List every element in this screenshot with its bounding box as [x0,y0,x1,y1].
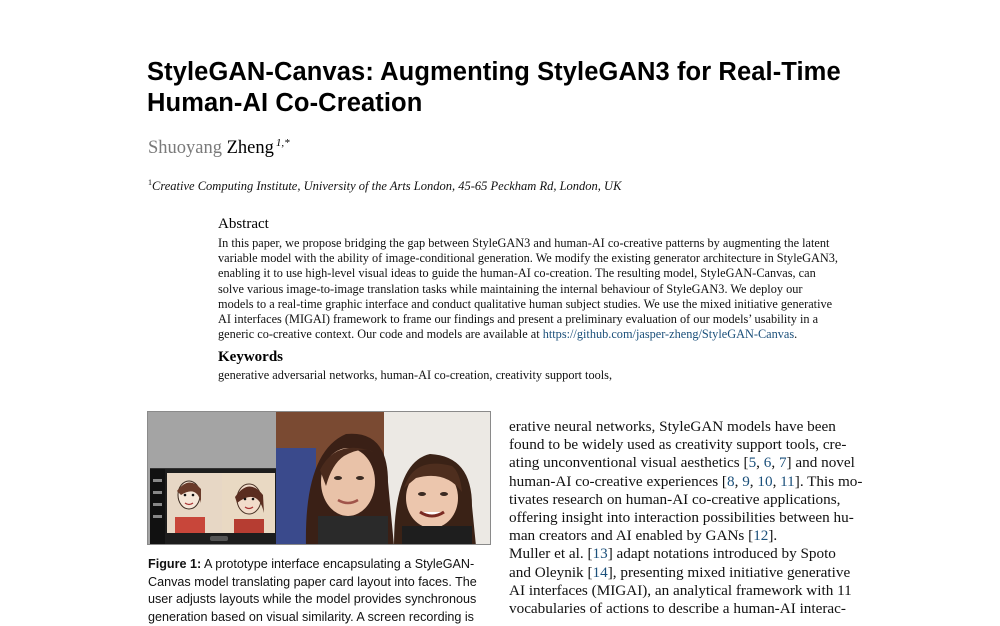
body-line: found to be widely used as creativity support tools, cre- [509,436,859,454]
body-line: AI interfaces (MIGAI), an analytical framework with 11 [509,582,859,600]
citation-link[interactable]: 14 [593,564,608,581]
abstract-last-text: generic co-creative context. Our code and models are available at [218,327,543,341]
author-last-name: Zheng [227,138,274,158]
affiliation-superscript: 1 [148,178,152,187]
body-text-fragment: and Oleynik [ [509,564,593,581]
affiliation [148,178,621,194]
figure-app-window [150,468,276,545]
body-text-fragment: ] adapt notations introduced by Spoto [608,545,836,562]
abstract-line-last [218,327,858,342]
keywords-text: generative adversarial networks, human-AI co-creation, creativity support tools, [218,368,612,383]
citation-link[interactable]: 7 [779,454,787,471]
citation-link[interactable]: 9 [742,473,750,490]
author-first-name: Shuoyang [148,138,222,158]
caption-line [148,556,493,574]
body-text-fragment: human-AI co-creative experiences [ [509,473,727,490]
body-text-fragment: , [771,454,779,471]
figure-label: Figure 1: [148,557,201,571]
abstract-line: enabling it to use high-level visual ideas to guide the human-AI co-creation. The resulting model, StyleGAN-Canvas, can [218,266,858,281]
body-line [509,454,859,472]
abstract-line: In this paper, we propose bridging the gap between StyleGAN3 and human-AI co-creative patterns by augmenting the latent [218,236,858,251]
body-text-fragment: ], presenting mixed initiative generative [608,564,851,581]
figure-app-toolbar [150,469,165,545]
citation-link[interactable]: 11 [780,473,795,490]
caption-line: user adjusts layouts while the model provides synchronous [148,591,493,609]
toolbar-tool [153,515,162,518]
paper-card-face [167,473,222,533]
body-line: tivates research on human-AI co-creative applications, [509,491,859,509]
body-line: vocabularies of actions to describe a human-AI interac- [509,600,859,618]
generated-face [222,473,275,533]
citation-link[interactable]: 13 [593,545,608,562]
citation-link[interactable]: 6 [764,454,772,471]
paper-title [147,57,867,119]
figure-caption [148,556,493,626]
figure-image [147,411,491,545]
body-text-fragment: , [735,473,743,490]
body-text-fragment: ]. This mo- [795,473,863,490]
body-text-fragment: ating unconventional visual aesthetics [ [509,454,749,471]
author-name [148,137,290,159]
title-line: Human-AI Co-Creation [147,88,867,119]
figure-generated-output [222,473,275,533]
github-link[interactable]: https://github.com/jasper-zheng/StyleGAN-Canvas [543,327,794,341]
body-line: offering insight into interaction possibilities between hu- [509,509,859,527]
body-text-fragment: man creators and AI enabled by GANs [ [509,527,753,544]
citation-link[interactable]: 12 [753,527,768,544]
abstract-line: AI interfaces (MIGAI) framework to frame our findings and present a preliminary evaluation of our models’ usability in a [218,312,858,327]
abstract-body [218,236,858,342]
toolbar-tool [153,479,162,482]
body-line [509,545,859,563]
body-text-fragment: , [756,454,764,471]
abstract-line: variable model with the ability of image-conditional generation. We modify the existing generator architecture in StyleGAN3, [218,251,858,266]
caption-first-text: A prototype interface encapsulating a StyleGAN- [201,557,474,571]
toolbar-tool [153,491,162,494]
body-line [509,473,859,491]
citation-link[interactable]: 10 [757,473,772,490]
caption-line: Canvas model translating paper card layout into faces. The [148,574,493,592]
photo-faces [276,412,491,545]
citation-link[interactable]: 5 [749,454,757,471]
author-superscript: 1,* [276,137,290,149]
body-text-fragment: , [750,473,758,490]
body-text-fragment: , [773,473,781,490]
caption-line: generation based on visual similarity. A screen recording is [148,609,493,626]
affiliation-text: Creative Computing Institute, University of the Arts London, 45-65 Peckham Rd, London, UK [152,179,621,193]
abstract-line: solve various image-to-image translation tasks while maintaining the internal behaviour of StyleGAN3. We deploy our [218,282,858,297]
body-text-fragment: Muller et al. [ [509,545,593,562]
abstract-period: . [794,327,797,341]
figure-photo [276,412,491,545]
title-line: StyleGAN-Canvas: Augmenting StyleGAN3 for Real-Time [147,57,867,88]
body-line: erative neural networks, StyleGAN models have been [509,418,859,436]
body-text-fragment: ]. [768,527,777,544]
body-line [509,527,859,545]
body-text-column [509,418,859,618]
abstract-heading: Abstract [218,216,269,233]
body-line [509,564,859,582]
figure-app-button [210,536,228,541]
body-text-fragment: ] and novel [787,454,855,471]
abstract-line: models to a real-time graphic interface and conduct qualitative human subject studies. We use the mixed initiative generative [218,297,858,312]
figure-paper-card-canvas [167,473,222,533]
toolbar-tool [153,503,162,506]
citation-link[interactable]: 8 [727,473,735,490]
keywords-heading: Keywords [218,349,283,366]
